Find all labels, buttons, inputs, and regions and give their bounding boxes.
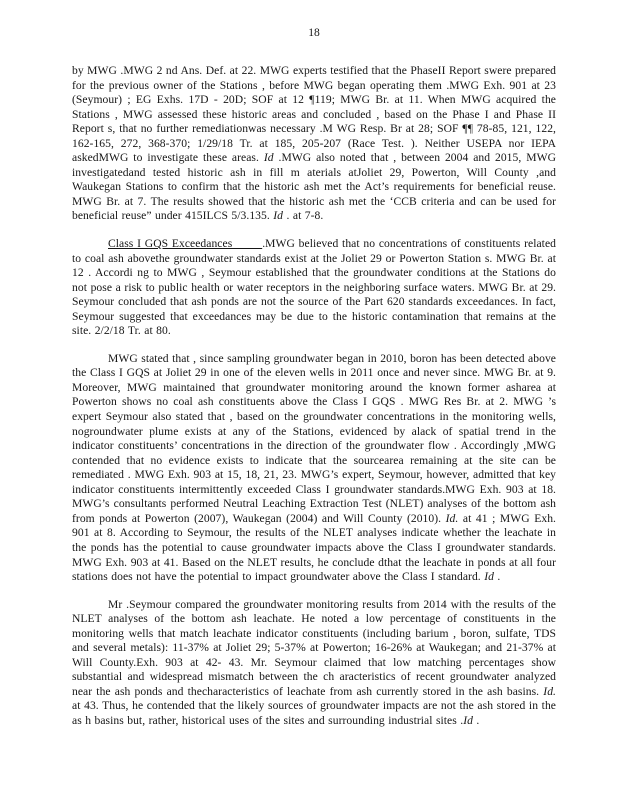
text-run: at 41 ; MWG Exh. 901 at 8. According to Seymour, the results of the NLET analyses indicate whether the leachate in the ponds has the potential to cause groundwater impacts above the Class I groundwater standards. MWG Exh. 903 at 41. Based on the NLET results, he conclude dthat the leachate in ponds at all four stations does not have the potential to impact groundwater above the Class I standard. — [72, 511, 556, 584]
paragraph — [72, 598, 556, 729]
paragraph — [72, 352, 556, 585]
text-run: Id. — [445, 511, 459, 525]
text-run: .MWG also noted that , between 2004 and 2015, MWG investigatedand tested historic ash in fill m aterials atJoliet 29, Powerton, Will County ,and Waukegan Stations to confirm that the historic ash met the Act’s requirements for beneficial reuse. MWG Br. at 7. The results showed that the historic ash met the ‘CCB criteria and can be used for beneficial reuse” under 415ILCS 5/3.135. — [72, 151, 556, 223]
text-run: Id — [263, 151, 274, 165]
inline-heading: Class I GQS Exceedances — [108, 237, 263, 251]
text-run: Id — [463, 713, 473, 727]
text-run: by MWG .MWG 2 nd Ans. Def. at 22. MWG experts testified that the PhaseII Report swere prepared for the previous owner of the Stations , before MWG began operating them .MWG Exh. 901 at 23 (Seymour) ; EG Exhs. 17D - 20D; SOF at 12 ¶119; MWG Br. at 11. When MWG acquired the Stations , MWG assessed these historic areas and concluded , based on the Phase I and Phase II Report s, that no further remediationwas necessary .M WG Resp. Br at 28; SOF ¶¶ 78-85, 121, 122, 162-165, 272, 368-370; 1/29/18 Tr. at 185, 205-207 (Race Test. ). Neither USEPA nor IEPA askedMWG to investigate these areas. — [72, 64, 556, 165]
page-number: 18 — [308, 26, 320, 39]
text-run: .MWG believed that no concentrations of constituents related to coal ash abovethe groundwater standards exist at the Joliet 29 or Powerton Station s. MWG Br. at 12 . Accordi ng to MWG , Seymour established that the groundwater conditions at the Stations do not pose a risk to public health or water receptors in the neighboring surface waters. MWG Br. at 29. Seymour concluded that ash ponds are not the source of the Part 620 standards exceedances. In fact, Seymour suggested that exceedances may be due to the historic contamination that remains at the site. 2/2/18 Tr. at 80. — [72, 237, 556, 338]
text-run: Mr .Seymour compared the groundwater monitoring results from 2014 with the results of the NLET analyses of the bottom ash leachate. He noted a low percentage of constituents in the monitoring wells that match leachate indicator constituents (including barium , boron, sulfate, TDS and several metals): 11-37% at Joliet 29; 5-37% at Powerton; 16-26% at Waukegan; and 21-37% at Will County.Exh. 903 at 42- 43. Mr. Seymour claimed that low matching percentages show substantial and widespread mismatch between the ch aracteristics of recent groundwater analyzed near the ash ponds and thecharacteristics of leachate from ash currently stored in the ash basins. — [72, 597, 556, 698]
paragraph — [72, 64, 556, 224]
text-run: at 43. Thus, he contended that the likely sources of groundwater impacts are not the ash stored in the as h basins but, rather, historical uses of the sites and surrounding industrial sites . — [72, 699, 556, 727]
text-run: Id — [273, 209, 284, 223]
text-run: Id. — [543, 684, 556, 698]
text-run: . — [472, 713, 480, 727]
document-body — [72, 64, 556, 729]
text-run: Id — [484, 570, 494, 584]
text-run: . — [493, 570, 501, 584]
text-run: MWG stated that , since sampling groundwater began in 2010, boron has been detected above the Class I GQS at Joliet 29 in one of the eleven wells in 2011 once and never since. MWG Br. at 9. Moreover, MWG maintained that groundwater monitoring around the known former asharea at Powerton shows no coal ash constituents above the Class I GQS . MWG Res Br. at 2. MWG ’s expert Seymour also stated that , based on the groundwater concentrations in the monitoring wells, nogroundwater plume exists at any of the Stations, evidenced by alack of spatial trend in the indicator constituents’ concentrations in the direction of the groundwater flow . Accordingly ,MWG contended that no evidence exists to indicate that the sourcearea remaining at the site can be remediated . MWG Exh. 903 at 15, 18, 21, 23. MWG’s expert, Seymour, however, admitted that key indicator constituents intermittently exceeded Class I groundwater standards.MWG Exh. 903 at 18. MWG’s consultants performed Neutral Leaching Extraction Test (NLET) analyses of the bottom ash from ponds at Powerton (2007), Waukegan (2004) and Will County (2010). — [72, 351, 556, 525]
paragraph — [72, 237, 556, 339]
text-run: . at 7-8. — [283, 209, 324, 223]
